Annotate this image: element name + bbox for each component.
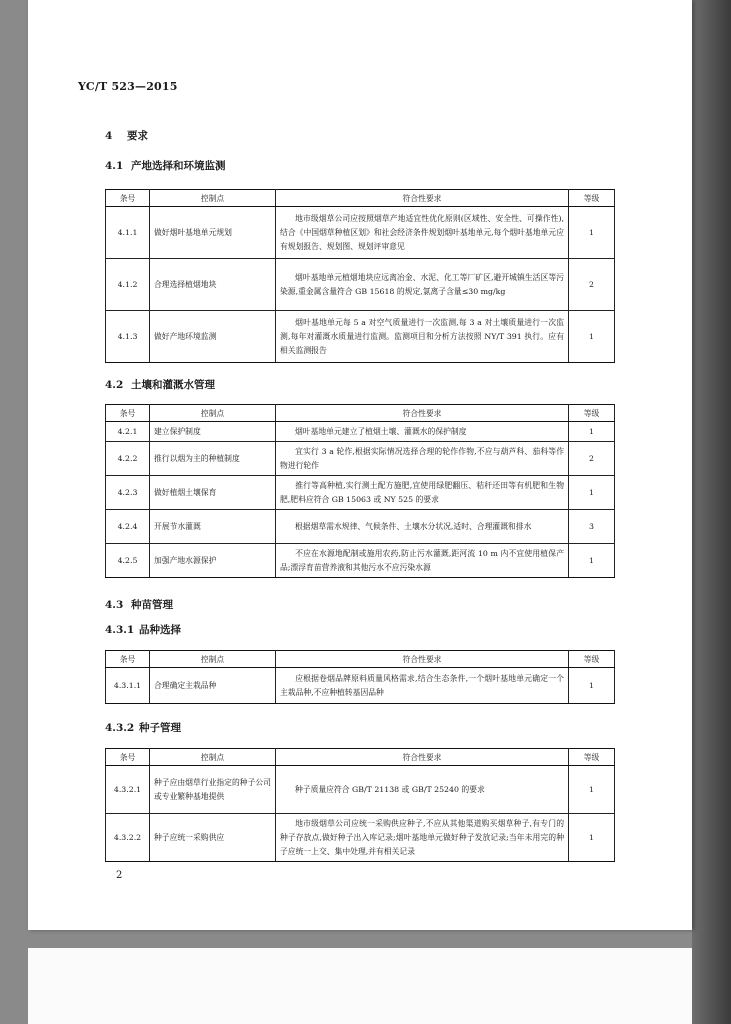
page-number: 2 bbox=[116, 870, 123, 881]
row-grade: 1 bbox=[569, 311, 615, 363]
header-grade: 等级 bbox=[569, 190, 615, 207]
section-title: 种子管理 bbox=[139, 722, 181, 734]
header-requirement: 符合性要求 bbox=[276, 651, 569, 668]
section-number: 4.3 bbox=[105, 599, 124, 611]
row-requirement bbox=[276, 544, 569, 578]
table-row bbox=[106, 668, 615, 704]
row-id: 4.2.2 bbox=[106, 442, 150, 476]
requirement-text: 应根据卷烟品牌原料质量风格需求,结合生态条件,一个烟叶基地单元确定一个主栽品种,不应种植转基因品种 bbox=[280, 673, 564, 697]
header-grade: 等级 bbox=[569, 405, 615, 422]
requirement-text: 宜实行 3 a 轮作,根据实际情况选择合理的轮作作物,不应与葫芦科、茄科等作物进行轮作 bbox=[280, 446, 564, 470]
table-row bbox=[106, 510, 615, 544]
requirement-text: 烟叶基地单元建立了植烟土壤、灌溉水的保护制度 bbox=[295, 426, 467, 436]
row-control: 做好产地环境监测 bbox=[150, 311, 276, 363]
section-title: 要求 bbox=[127, 130, 148, 142]
table-row bbox=[106, 814, 615, 862]
requirement-text: 推行等高种植,实行测土配方施肥,宜使用绿肥翻压、秸秆还田等有机肥和生物肥,肥料应符合 GB 15063 或 NY 525 的要求 bbox=[280, 480, 564, 504]
row-requirement bbox=[276, 207, 569, 259]
header-requirement: 符合性要求 bbox=[276, 749, 569, 766]
section-heading-4 bbox=[105, 128, 148, 143]
header-control: 控制点 bbox=[150, 190, 276, 207]
table-row bbox=[106, 422, 615, 442]
row-requirement bbox=[276, 442, 569, 476]
table-header-row bbox=[106, 190, 615, 207]
section-title: 产地选择和环境监测 bbox=[131, 160, 226, 172]
table-header-row bbox=[106, 749, 615, 766]
row-grade: 1 bbox=[569, 476, 615, 510]
header-grade: 等级 bbox=[569, 651, 615, 668]
row-id: 4.2.4 bbox=[106, 510, 150, 544]
page-edge-shadow bbox=[692, 0, 731, 1024]
row-id: 4.2.3 bbox=[106, 476, 150, 510]
row-grade: 1 bbox=[569, 207, 615, 259]
row-control: 合理选择植烟地块 bbox=[150, 259, 276, 311]
section-heading-4-3-2 bbox=[105, 720, 181, 735]
row-requirement bbox=[276, 476, 569, 510]
table-header-row bbox=[106, 651, 615, 668]
requirement-text: 地市级烟草公司应按照烟草产地适宜性优化原则(区域性、安全性、可操作性),结合《中国烟草种植区划》和社会经济条件规划烟叶基地单元,每个烟叶基地单元应有规划报告、规划图、规划评审意见 bbox=[280, 213, 564, 251]
section-heading-4-2 bbox=[105, 377, 215, 392]
table-row bbox=[106, 442, 615, 476]
header-requirement: 符合性要求 bbox=[276, 190, 569, 207]
row-grade: 2 bbox=[569, 259, 615, 311]
requirement-text: 种子质量应符合 GB/T 21138 或 GB/T 25240 的要求 bbox=[295, 784, 485, 794]
row-grade: 1 bbox=[569, 422, 615, 442]
row-id: 4.1.3 bbox=[106, 311, 150, 363]
table-row bbox=[106, 259, 615, 311]
section-number: 4.2 bbox=[105, 379, 124, 391]
section-title: 种苗管理 bbox=[131, 599, 173, 611]
table-header-row bbox=[106, 405, 615, 422]
row-id: 4.3.2.1 bbox=[106, 766, 150, 814]
row-grade: 1 bbox=[569, 544, 615, 578]
doc-id: YC/T 523—2015 bbox=[78, 80, 178, 93]
section-number: 4.3.1 bbox=[105, 624, 135, 636]
table-4-2 bbox=[105, 404, 615, 578]
row-id: 4.2.1 bbox=[106, 422, 150, 442]
row-requirement bbox=[276, 668, 569, 704]
row-grade: 3 bbox=[569, 510, 615, 544]
row-control: 加强产地水源保护 bbox=[150, 544, 276, 578]
requirement-text: 烟叶基地单元每 5 a 对空气质量进行一次监测,每 3 a 对土壤质量进行一次监测,每年对灌溉水质量进行监测。监测项目和分析方法按照 NY/T 391 执行。应有相关监测报告 bbox=[280, 317, 564, 355]
header-id: 条号 bbox=[106, 190, 150, 207]
section-heading-4-1 bbox=[105, 158, 226, 173]
row-id: 4.1.2 bbox=[106, 259, 150, 311]
row-id: 4.1.1 bbox=[106, 207, 150, 259]
row-control: 推行以烟为主的种植制度 bbox=[150, 442, 276, 476]
table-row bbox=[106, 207, 615, 259]
row-id: 4.2.5 bbox=[106, 544, 150, 578]
row-control: 种子应统一采购供应 bbox=[150, 814, 276, 862]
section-title: 土壤和灌溉水管理 bbox=[131, 379, 215, 391]
row-requirement bbox=[276, 311, 569, 363]
row-control: 合理确定主栽品种 bbox=[150, 668, 276, 704]
row-id: 4.3.2.2 bbox=[106, 814, 150, 862]
requirement-text: 根据烟草需水规律、气候条件、土壤水分状况,适时、合理灌溉和排水 bbox=[295, 521, 532, 531]
row-grade: 2 bbox=[569, 442, 615, 476]
row-requirement bbox=[276, 814, 569, 862]
row-control: 开展节水灌溉 bbox=[150, 510, 276, 544]
table-4-1 bbox=[105, 189, 615, 363]
section-number: 4 bbox=[105, 130, 113, 142]
row-requirement bbox=[276, 259, 569, 311]
section-heading-4-3 bbox=[105, 597, 173, 612]
requirement-text: 地市级烟草公司应统一采购供应种子,不应从其他渠道购买烟草种子,有专门的种子存放点,做好种子出入库记录;烟叶基地单元做好种子发放记录;当年未用完的种子应统一上交、集中处理,并有相关记录 bbox=[280, 818, 564, 856]
section-number: 4.1 bbox=[105, 160, 124, 172]
requirement-text: 烟叶基地单元植烟地块应远离冶金、水泥、化工等厂矿区,避开城镇生活区等污染源,重金属含量符合 GB 15618 的规定,氯离子含量≤30 mg/kg bbox=[280, 272, 564, 296]
section-heading-4-3-1 bbox=[105, 622, 181, 637]
header-id: 条号 bbox=[106, 651, 150, 668]
header-id: 条号 bbox=[106, 749, 150, 766]
section-number: 4.3.2 bbox=[105, 722, 135, 734]
row-grade: 1 bbox=[569, 814, 615, 862]
header-grade: 等级 bbox=[569, 749, 615, 766]
table-row bbox=[106, 766, 615, 814]
table-4-3-2 bbox=[105, 748, 615, 862]
document-page bbox=[28, 0, 692, 930]
table-row bbox=[106, 476, 615, 510]
table-row bbox=[106, 544, 615, 578]
row-grade: 1 bbox=[569, 766, 615, 814]
header-id: 条号 bbox=[106, 405, 150, 422]
header-control: 控制点 bbox=[150, 749, 276, 766]
row-control: 做好烟叶基地单元规划 bbox=[150, 207, 276, 259]
row-control: 建立保护制度 bbox=[150, 422, 276, 442]
next-page-edge bbox=[28, 948, 692, 1024]
row-grade: 1 bbox=[569, 668, 615, 704]
header-requirement: 符合性要求 bbox=[276, 405, 569, 422]
table-row bbox=[106, 311, 615, 363]
row-control: 种子应由烟草行业指定的种子公司或专业繁种基地提供 bbox=[150, 766, 276, 814]
section-title: 品种选择 bbox=[139, 624, 181, 636]
header-control: 控制点 bbox=[150, 651, 276, 668]
row-requirement bbox=[276, 510, 569, 544]
row-id: 4.3.1.1 bbox=[106, 668, 150, 704]
table-4-3-1 bbox=[105, 650, 615, 704]
header-control: 控制点 bbox=[150, 405, 276, 422]
row-requirement bbox=[276, 422, 569, 442]
requirement-text: 不应在水源地配制或施用农药,防止污水灌溉,距河流 10 m 内不宜使用植保产品;漂浮育苗营养液和其他污水不应污染水源 bbox=[280, 548, 564, 572]
row-control: 做好植烟土壤保育 bbox=[150, 476, 276, 510]
row-requirement bbox=[276, 766, 569, 814]
